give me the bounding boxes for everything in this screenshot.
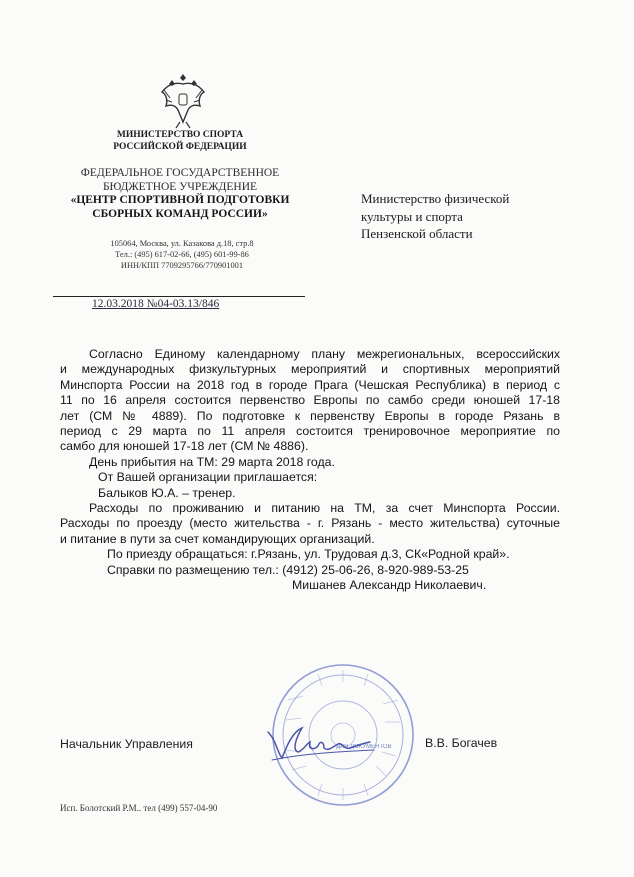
institution-line-3: «ЦЕНТР СПОРТИВНОЙ ПОДГОТОВКИ: [70, 194, 290, 206]
body-line: Расходы по проживанию и питанию на ТМ, за счет Минспорта России.: [89, 501, 560, 516]
invited-person: Балыков Ю.А. – тренер.: [98, 485, 236, 500]
executor-info: Исп. Болотский Р.М.. тел (499) 557-04-90: [60, 803, 218, 813]
document-number: 12.03.2018 №04-03.13/846: [92, 298, 220, 310]
body-line: лет (СМ № 4889). По подготовке к первенству Европы в городе Рязань в: [60, 408, 560, 423]
recipient-line-2: культуры и спорта: [361, 208, 463, 224]
institution-name: [50, 167, 310, 221]
ministry-line-1: МИНИСТЕРСТВО СПОРТА: [116, 130, 244, 140]
institution-address-block: [92, 238, 272, 271]
body-line: Согласно Единому календарному плану межрегиональных, всероссийских: [89, 347, 560, 361]
signatory-role: Начальник Управления: [60, 737, 193, 751]
institution-line-2: БЮДЖЕТНОЕ УЧРЕЖДЕНИЕ: [102, 180, 258, 193]
institution-line-1: ФЕДЕРАЛЬНОЕ ГОСУДАРСТВЕННОЕ: [80, 167, 280, 179]
recipient-line-1: Министерство физической: [361, 191, 510, 206]
body-line: самбо для юношей 17-18 лет (СМ № 4886).: [60, 439, 309, 454]
recipient-block: [361, 190, 591, 243]
body-line: и питание в пути за счет командирующих организаций.: [60, 531, 375, 546]
inn-line: ИНН/КПП 7709295766/770901001: [120, 261, 244, 270]
ministry-line-2: РОССИЙСКОЙ ФЕДЕРАЦИИ: [113, 142, 247, 152]
header-divider: [53, 296, 305, 297]
ministry-name: [105, 129, 255, 153]
body-line: Минспорта России на 2018 год в городе Прага (Чешская Республика) в период с: [60, 377, 560, 392]
stamp-inner-text: ДЛЯ ДОКУМЕНТОВ: [336, 744, 392, 750]
arrival-date: День прибытия на ТМ: 29 марта 2018 года.: [89, 454, 335, 469]
coat-of-arms-emblem: [158, 70, 208, 130]
invited-intro: От Вашей организации приглашается:: [98, 470, 318, 485]
body-line: и международных физкультурных мероприятий и спортивных мероприятий: [60, 362, 560, 377]
address-line: 105064, Москва, ул. Казакова д.18, стр.8: [110, 239, 254, 248]
contact-name: Мишанев Александр Николаевич.: [292, 578, 487, 593]
contact-address: По приезду обращаться: г.Рязань, ул. Трудовая д.3, СК«Родной край».: [107, 547, 510, 562]
body-line: Расходы по проезду (место жительства - г. Рязань - место жительства) суточные: [60, 516, 560, 531]
body-line: период с 29 марта по 11 апреля состоится тренировочное мероприятие по: [60, 424, 560, 439]
signatory-name: В.В. Богачев: [425, 736, 498, 750]
phone-line: Тел.: (495) 617-02-66, (495) 601-99-86: [115, 250, 249, 259]
body-line: 11 по 16 апреля состоится первенство Европы по самбо среди юношей 17-18: [60, 393, 560, 408]
handwritten-signature: [262, 720, 382, 768]
institution-line-4: СБОРНЫХ КОМАНД РОССИИ»: [92, 207, 268, 220]
contact-phones: Справки по размещению тел.: (4912) 25-06-26, 8-920-989-53-25: [107, 562, 469, 577]
recipient-line-3: Пензенской области: [361, 226, 473, 241]
letter-body: [60, 347, 560, 594]
